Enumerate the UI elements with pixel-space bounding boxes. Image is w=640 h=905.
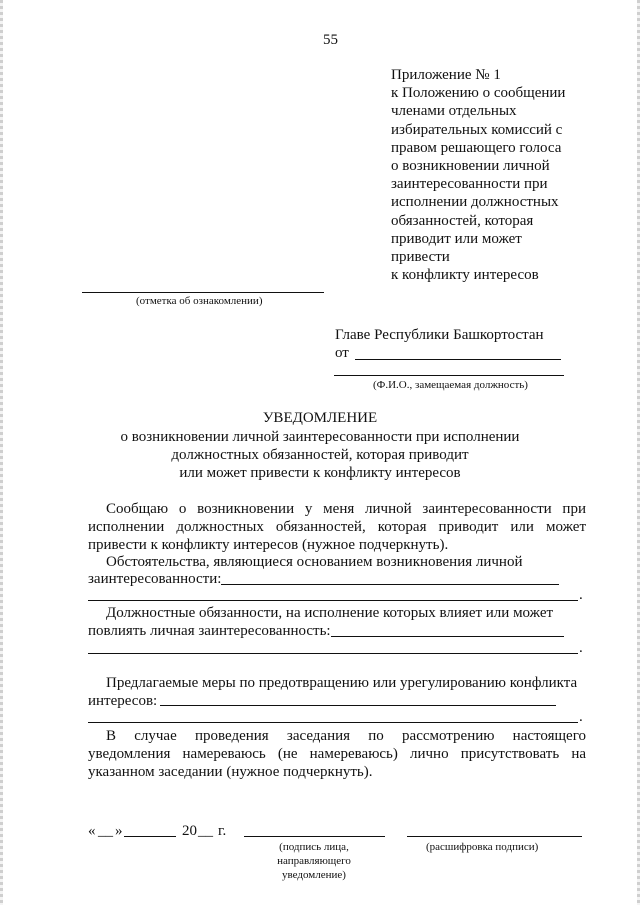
paragraph-line: привести к конфликту интересов (нужное подчеркнуть). <box>88 537 449 553</box>
signature-decode-note: (расшифровка подписи) <box>426 841 539 853</box>
document-title: УВЕДОМЛЕНИЕ <box>262 410 378 426</box>
appendix-line: к Положению о сообщении <box>391 85 566 102</box>
appendix-line: привести <box>391 249 450 266</box>
date-open-quote: « <box>88 823 96 839</box>
fill-line <box>88 600 578 601</box>
addressee-to: Главе Республики Башкортостан <box>335 327 544 343</box>
title-line: или может привести к конфликту интересов <box>179 465 461 481</box>
signature-note-line: уведомление) <box>282 869 346 881</box>
paragraph-line: Должностные обязанности, на исполнение которых влияет или может <box>106 605 554 621</box>
title-line: должностных обязанностей, которая приводит <box>171 447 469 463</box>
date-month-line <box>124 836 176 837</box>
appendix-line: приводит или может <box>391 230 522 247</box>
appendix-line: исполнении должностных <box>391 194 559 211</box>
line-end-period: . <box>579 587 583 603</box>
paragraph-line: Сообщаю о возникновении у меня личной заинтересованности при <box>106 501 586 517</box>
appendix-line: правом решающего голоса <box>391 139 562 156</box>
date-day-blank: __ <box>98 823 113 839</box>
appendix-line: к конфликту интересов <box>391 267 539 284</box>
paragraph-line: исполнении должностных обязанностей, которая приводит или может <box>88 519 586 535</box>
date-close-quote: » <box>115 823 123 839</box>
addressee-fio-line <box>334 375 564 376</box>
signature-note-line: направляющего <box>277 855 351 867</box>
field-label: интересов: <box>88 693 158 709</box>
addressee-fio-note: (Ф.И.О., замещаемая должность) <box>373 379 528 391</box>
addressee-from-line <box>355 359 561 360</box>
line-end-period: . <box>579 640 583 656</box>
appendix-line: членами отдельных <box>391 103 517 120</box>
title-line: о возникновении личной заинтересованности при исполнении <box>120 429 520 445</box>
appendix-line: Приложение № 1 <box>391 67 501 83</box>
fill-line <box>331 636 564 637</box>
acknowledgement-line <box>82 292 324 293</box>
appendix-line: о возникновении личной <box>391 158 550 175</box>
fill-line <box>88 722 578 723</box>
field-label: повлиять личная заинтересованность: <box>88 623 331 639</box>
addressee-from-label: от <box>335 345 349 361</box>
date-year-blank: __ <box>198 823 213 839</box>
signature-note-line: (подпись лица, <box>279 841 349 853</box>
signature-line <box>244 836 385 837</box>
date-year-suffix: г. <box>218 823 227 839</box>
appendix-line: обязанностей, которая <box>391 212 534 229</box>
page-number: 55 <box>323 32 338 48</box>
signature-note <box>264 840 364 882</box>
fill-line <box>88 653 578 654</box>
paragraph-line: уведомления намереваюсь (не намереваюсь) лично присутствовать на <box>88 746 586 762</box>
acknowledgement-note: (отметка об ознакомлении) <box>136 295 263 307</box>
appendix-block <box>391 66 565 284</box>
fill-line <box>160 705 556 706</box>
date-year-prefix: 20 <box>182 823 197 839</box>
appendix-line: избирательных комиссий с <box>391 121 563 138</box>
appendix-line: заинтересованности при <box>391 176 548 193</box>
paragraph-line: В случае проведения заседания по рассмотрению настоящего <box>106 728 586 744</box>
signature-decode-line <box>407 836 582 837</box>
fill-line <box>221 584 559 585</box>
paragraph-line: Предлагаемые меры по предотвращению или урегулированию конфликта <box>106 675 578 691</box>
paragraph-line: указанном заседании (нужное подчеркнуть). <box>88 764 373 780</box>
line-end-period: . <box>579 709 583 725</box>
field-label: заинтересованности: <box>88 571 222 587</box>
paragraph-line: Обстоятельства, являющиеся основанием возникновения личной <box>106 554 523 570</box>
